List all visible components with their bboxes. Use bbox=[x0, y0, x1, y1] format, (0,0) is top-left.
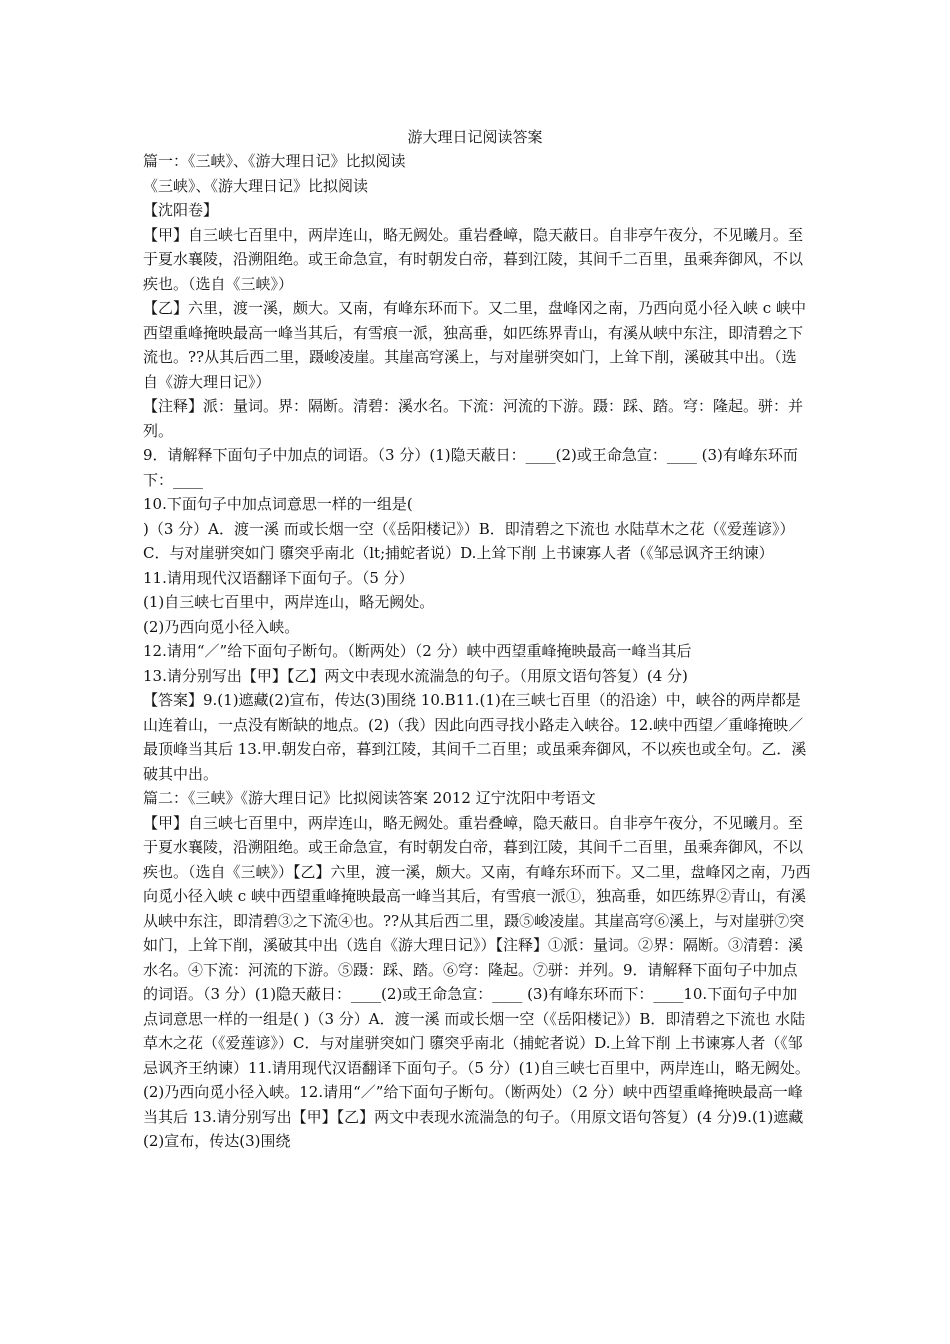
paragraph-question-10: 10.下面句子中加点词意思一样的一组是( bbox=[143, 495, 413, 513]
paragraph-part-two-body: 【甲】自三峡七百里中，两岸连山，略无阙处。重岩叠嶂，隐天蔽日。自非亭午夜分，不见曦月。至于夏水襄陵，沿溯阻绝。或王命急宣，有时朝发白帝，暮到江陵，其间千二百里，虽乘奔御风，不以疾也。（选自《三峡》）【乙】六里，渡一溪，颇大。又南，有峰东环而下。又二里，盘峰冈之南，乃西向觅小径入峡 c 峡中西望重峰掩映最高一峰当其后，有雪痕一派①，独高垂，如匹练界②青山，有溪从峡中东注，即清碧③之下流④也。??从其后西二里，蹑⑤峻凌崖。其崖高穹⑥溪上，与对崖骈⑦突如门，上耸下削，溪破其中出（选自《游大理日记》）【注释】①派：量词。②界：隔断。③清碧：溪水名。④下流：河流的下游。⑤蹑：踩、踏。⑥穹：隆起。⑦骈：并列。9．请解释下面句子中加点的词语。（3 分）(1)隐天蔽日：____(2)或王命急宣：____ (3)有峰东环而下：____10.下面句子中加点词意思一样的一组是( )（3 分）A．渡一溪 而或长烟一空（《岳阳楼记》）B．即清碧之下流也 水陆草木之花（《爱莲谚》）C．与对崖骈突如门 隳突乎南北（捕蛇者说）D.上耸下削 上书谏寡人者（《邹忌讽齐王纳谏）11.请用现代汉语翻译下面句子。（5 分）(1)自三峡七百里中，两岸连山，略无阙处。(2)乃西向觅小径入峡。12.请用“／”给下面句子断句。（断两处）（2 分）峡中西望重峰掩映最高一峰当其后 13.请分别写出【甲】【乙】两文中表现水流湍急的句子。（用原文语句答复）(4 分)9.(1)遮藏(2)宣布，传达(3)围绕 bbox=[143, 813, 811, 1150]
paragraph-question-11-2: (2)乃西向觅小径入峡。 bbox=[143, 617, 300, 636]
paragraph-question-9: 9．请解释下面句子中加点的词语。（3 分）(1)隐天蔽日：____(2)或王命急宣：____ (3)有峰东环而下：____ bbox=[143, 446, 798, 489]
paragraph-subtitle: 《三峡》、《游大理日记》比拟阅读 bbox=[143, 176, 369, 195]
paragraph-question-11: 11.请用现代汉语翻译下面句子。（5 分） bbox=[143, 568, 414, 587]
document-title: 游大理日记阅读答案 bbox=[407, 128, 543, 146]
paragraph-question-13: 13.请分别写出【甲】【乙】两文中表现水流湍急的句子。（用原文语句答复）(4 分) bbox=[143, 666, 688, 685]
paragraph-heading-part-two: 篇二：《三峡》《游大理日记》比拟阅读答案 2012 辽宁沈阳中考语文 bbox=[143, 789, 596, 807]
paragraph-text-yi: 【乙】六里，渡一溪，颇大。又南，有峰东环而下。又二里，盘峰冈之南，乃西向觅小径入峡 c 峡中西望重峰掩映最高一峰当其后，有雪痕一派，独高垂，如匹练界青山，有溪从峡中东注，即清碧之下流也。??从其后西二里，蹑峻凌崖。其崖高穹溪上，与对崖骈突如门，上耸下削，溪破其中出。（选自《游大理日记》） bbox=[143, 299, 806, 391]
paragraph-question-10-options: )（3 分）A．渡一溪 而或长烟一空（《岳阳楼记》）B．即清碧之下流也 水陆草木之花（《爱莲谚》）C．与对崖骈突如门 隳突乎南北（lt;捕蛇者说）D.上耸下削 上书谏寡人者（《邹忌讽齐王纳谏） bbox=[143, 519, 795, 562]
paragraph-source-label: 【沈阳卷】 bbox=[143, 201, 219, 219]
paragraph-answers: 【答案】9.(1)遮藏(2)宣布，传达(3)围绕 10.B11.(1)在三峡七百里（的沿途）中，峡谷的两岸都是山连着山，一点没有断缺的地点。(2)（我）因此向西寻找小路走入峡谷。12.峡中西望／重峰掩映／最顶峰当其后 13.甲.朝发白帝，暮到江陵，其间千二百里；或虽乘奔御风，不以疾也或全句。乙．溪破其中出。 bbox=[143, 691, 807, 783]
paragraph-heading-part-one: 篇一：《三峡》、《游大理日记》比拟阅读 bbox=[143, 152, 406, 170]
paragraph-notes: 【注释】派：量词。界：隔断。清碧：溪水名。下流：河流的下游。蹑：踩、踏。穹：隆起。骈：并列。 bbox=[143, 397, 804, 440]
paragraph-text-jia: 【甲】自三峡七百里中，两岸连山，略无阙处。重岩叠嶂，隐天蔽日。自非亭午夜分，不见曦月。至于夏水襄陵，沿溯阻绝。或王命急宣，有时朝发白帝，暮到江陵，其间千二百里，虽乘奔御风，不以疾也。（选自《三峡》） bbox=[143, 225, 804, 293]
paragraph-question-11-1: (1)自三峡七百里中，两岸连山，略无阙处。 bbox=[143, 593, 435, 611]
paragraph-question-12: 12.请用“／”给下面句子断句。（断两处）（2 分）峡中西望重峰掩映最高一峰当其后 bbox=[143, 642, 692, 660]
document-body bbox=[143, 149, 811, 1154]
